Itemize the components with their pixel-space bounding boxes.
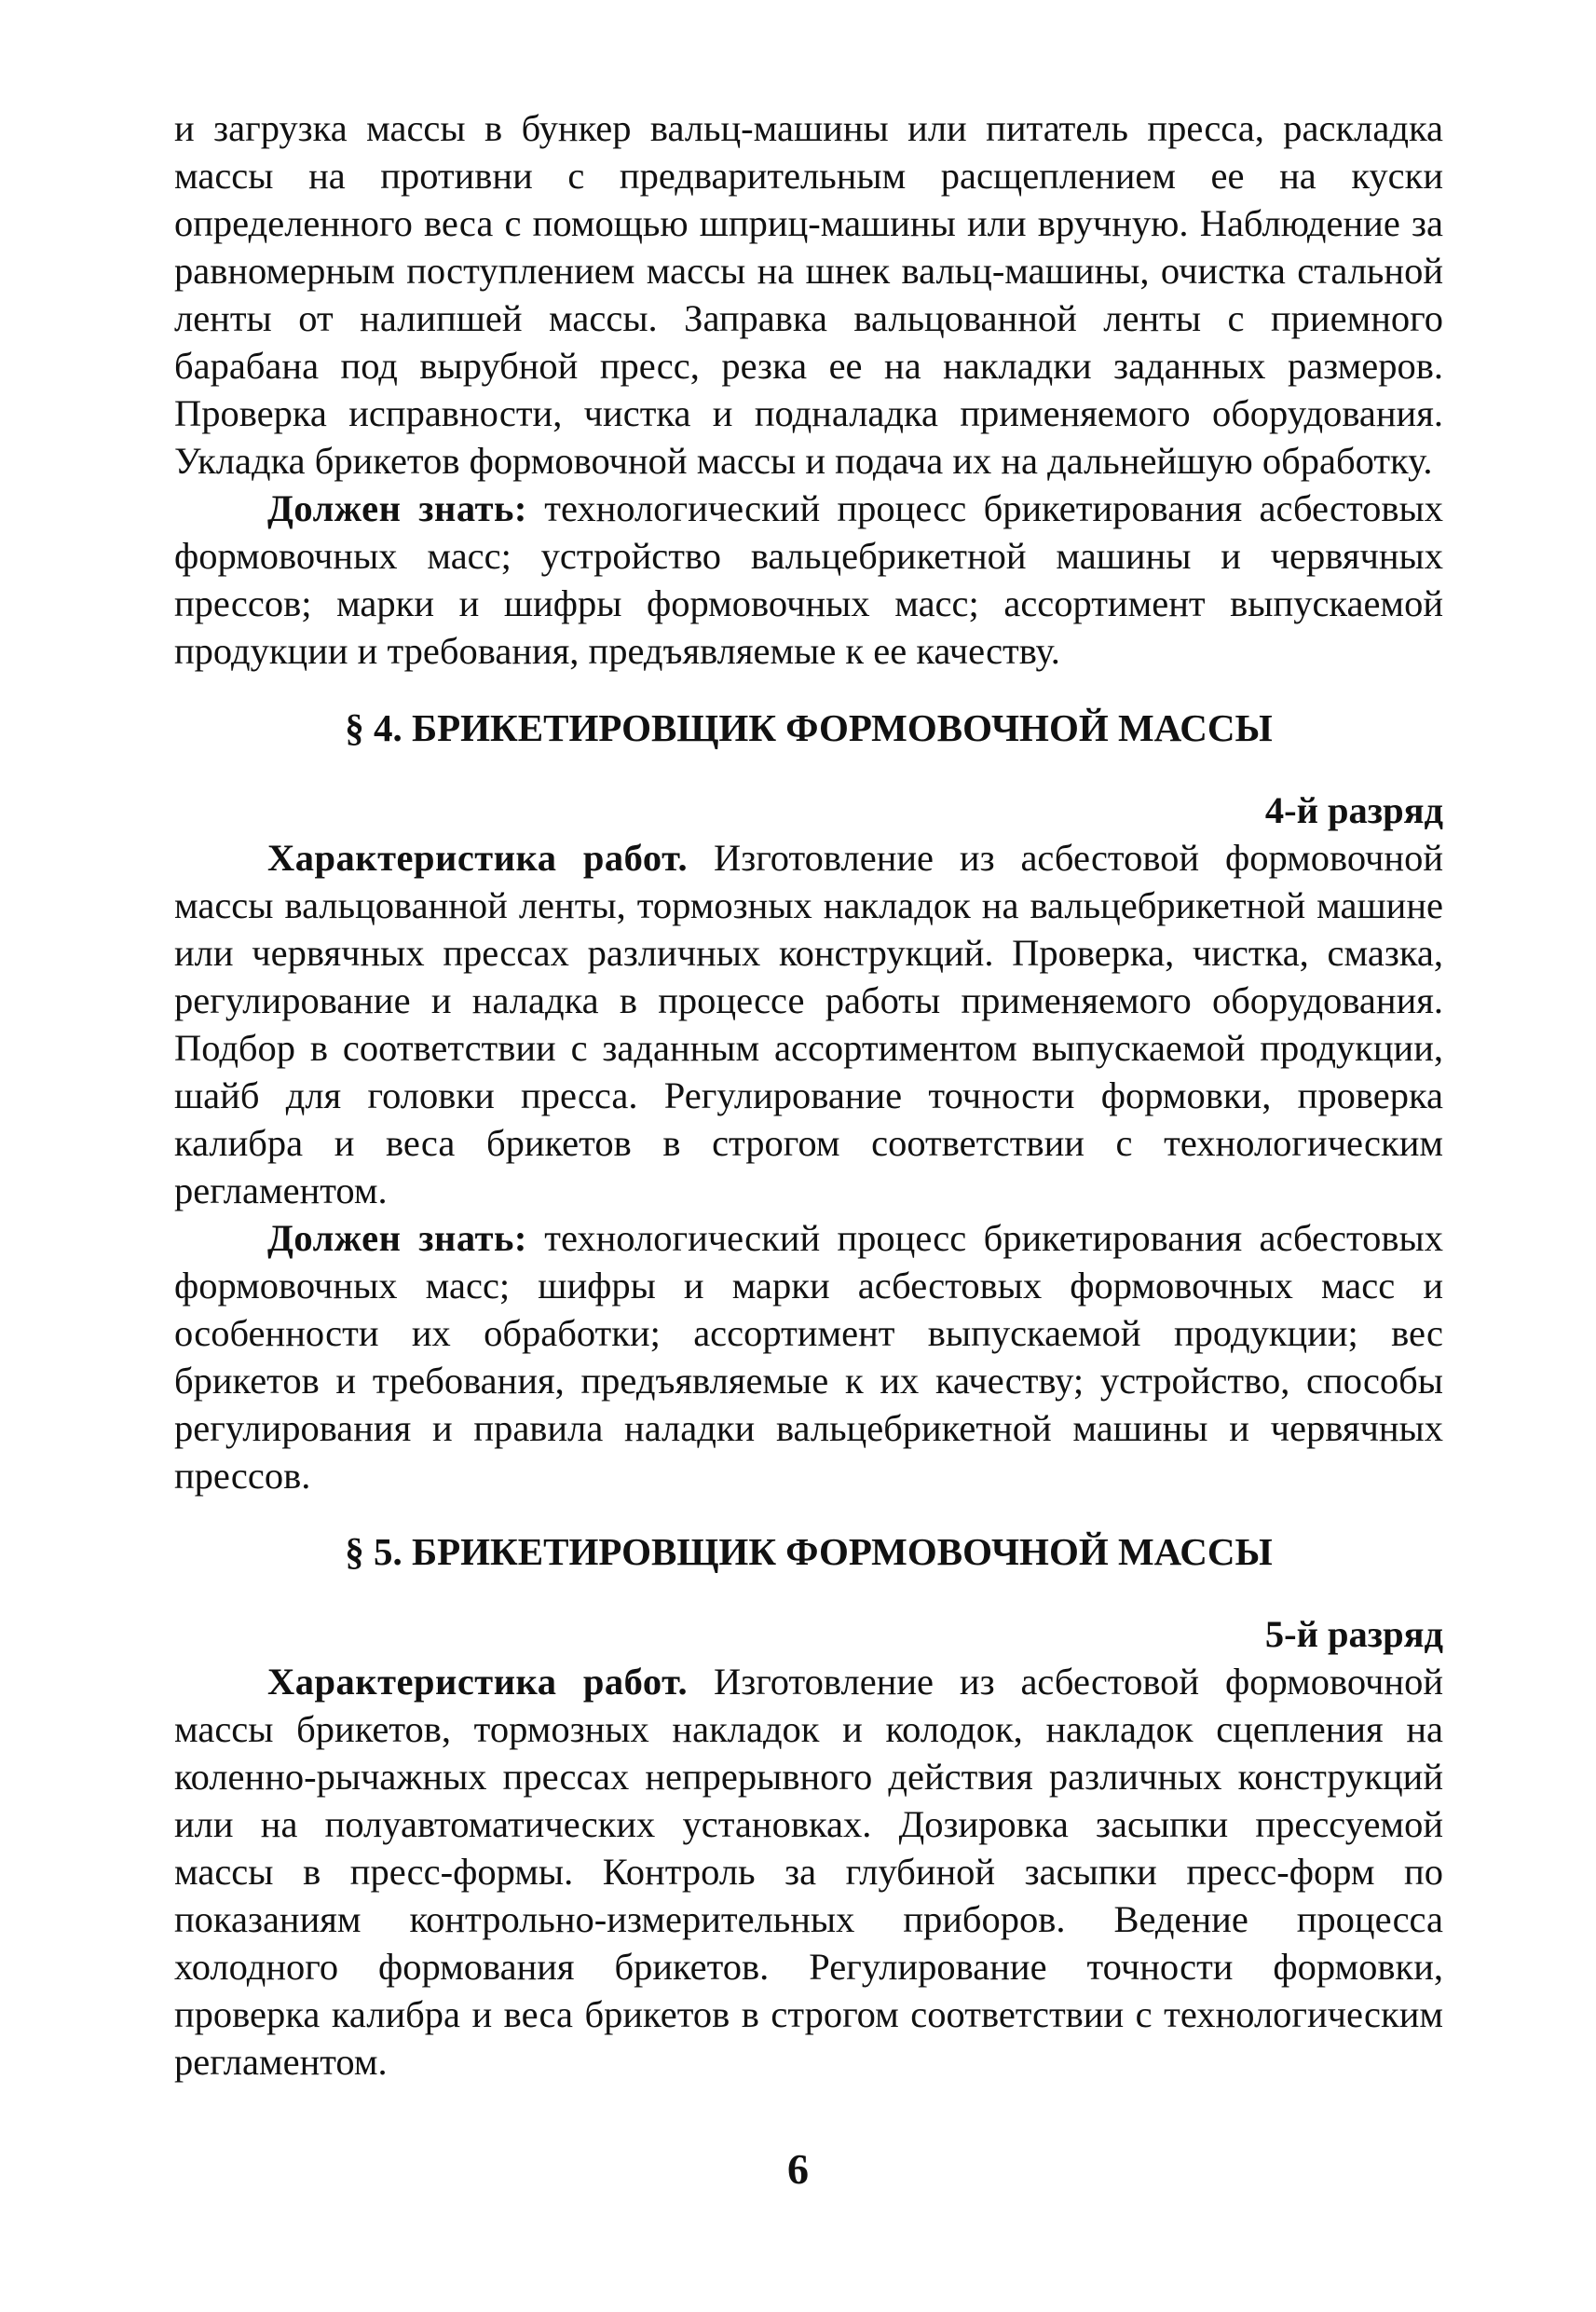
page-number: 6 [787,2145,809,2193]
section-title: § 5. БРИКЕТИРОВЩИК ФОРМОВОЧНОЙ МАССЫ [345,1530,1273,1573]
knowledge-label: Должен знать: [267,487,527,529]
knowledge-paragraph [174,485,1443,675]
document-page [174,104,1443,2086]
work-characteristics-paragraph [174,1658,1443,2086]
work-characteristics-label: Характеристика работ. [267,1661,689,1703]
grade-label: 4-й разряд [1264,789,1443,831]
knowledge-text: технологический процесс брикетирования асбестовых формовочных масс; шифры и марки асбестовых формовочных масс и особенности их обработки; ассортимент выпускаемой продукции; вес брикетов и требования, предъявляемые к их качеству; устройство, способы регулирования и правила наладки вальцебрикетной машины и червячных прессов. [174,1217,1443,1497]
knowledge-paragraph [174,1214,1443,1499]
work-characteristics-label: Характеристика работ. [267,837,689,879]
work-characteristics-text: Изготовление из асбестовой формовочной массы брикетов, тормозных накладок и колодок, накладок сцепления на коленно-рычажных прессах непрерывного действия различных конструкций или на полуавтоматических установках. Дозировка засыпки прессуемой массы в пресс-формы. Контроль за глубиной засыпки пресс-форм по показаниям контрольно-измерительных приборов. Ведение процесса холодного формования брикетов. Регулирование точности формовки, проверка калибра и веса брикетов в строгом соответствии с технологическим регламентом. [174,1661,1444,2083]
section-title: § 4. БРИКЕТИРОВЩИК ФОРМОВОЧНОЙ МАССЫ [345,706,1273,749]
continuation-paragraph: и загрузка массы в бункер вальц-машины или питатель пресса, раскладка массы на противни с предварительным расщеплением ее на куски определенного веса с помощью шприц-машины или вручную. Наблюдение за равномерным поступлением массы на шнек вальц-машины, очистка стальной ленты от налипшей массы. Заправка вальцованной ленты с приемного барабана под вырубной пресс, резка ее на накладки заданных размеров. Проверка исправности, чистка и подналадка применяемого оборудования. Укладка брикетов формовочной массы и подача их на дальнейшую обработку. [174,107,1443,482]
work-characteristics-paragraph [174,834,1443,1214]
grade-label: 5-й разряд [1264,1613,1443,1655]
knowledge-text: технологический процесс брикетирования асбестовых формовочных масс; устройство вальцебрикетной машины и червячных прессов; марки и шифры формовочных масс; ассортимент выпускаемой продукции и требования, предъявляемые к ее качеству. [174,487,1443,672]
work-characteristics-text: Изготовление из асбестовой формовочной массы вальцованной ленты, тормозных накладок на вальцебрикетной машине или червячных прессах различных конструкций. Проверка, чистка, смазка, регулирование и наладка в процессе работы применяемого оборудования. Подбор в соответствии с заданным ассортиментом выпускаемой продукции, шайб для головки пресса. Регулирование точности формовки, проверка калибра и веса брикетов в строгом соответствии с технологическим регламентом. [174,837,1444,1211]
knowledge-label: Должен знать: [267,1217,527,1259]
